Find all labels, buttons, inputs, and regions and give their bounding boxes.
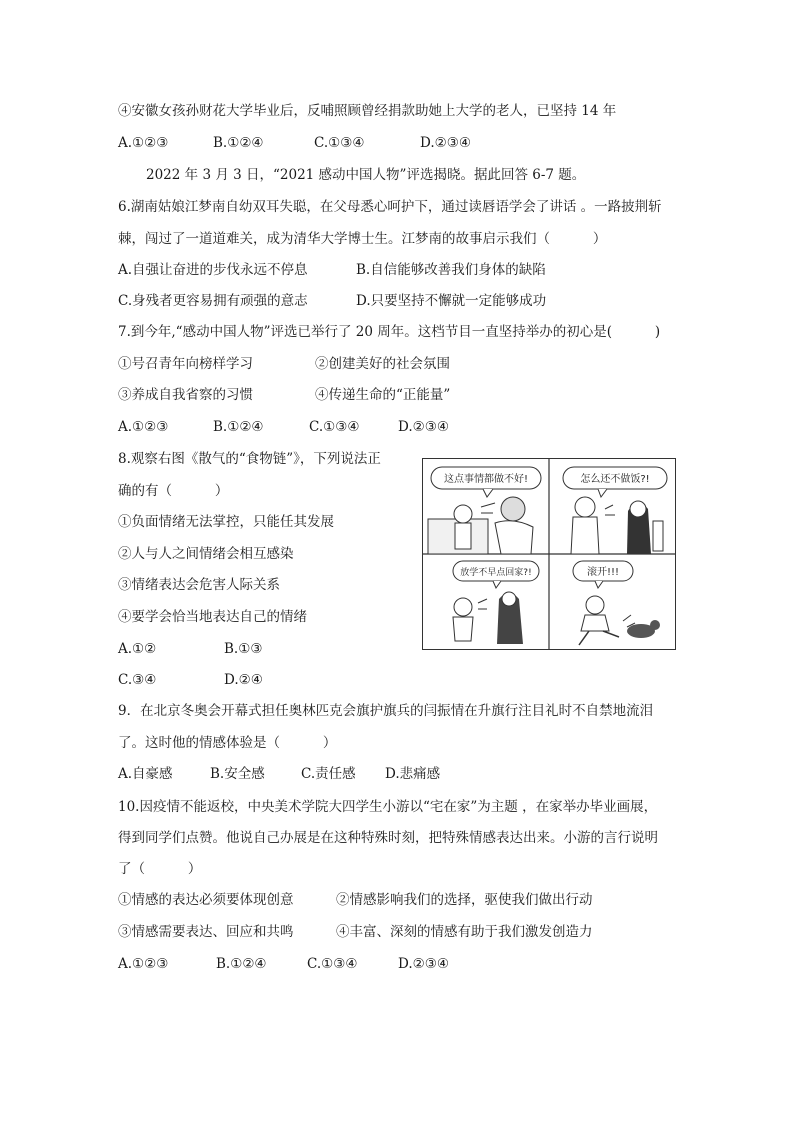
q8-line2: 确的有（ ） bbox=[118, 483, 229, 499]
q7-line1: 7.到今年,“感动中国人物”评选已举行了 20 周年。这档节目一直坚持举办的初心是( ) bbox=[118, 324, 661, 340]
q9-option-d: D.悲痛感 bbox=[385, 766, 441, 782]
q7-item4: ④传递生命的“正能量” bbox=[315, 387, 451, 403]
panel-boss-scolding bbox=[428, 467, 541, 554]
q7-item3: ③养成自我省察的习惯 bbox=[118, 387, 253, 403]
q10-option-a: A.①②③ bbox=[118, 956, 169, 972]
q8-line1: 8.观察右图《散气的“食物链”》，下列说法正 bbox=[118, 451, 381, 467]
q10-line1: 10.因疫情不能返校，中央美术学院大四学生小游以“宅在家”为主题 ，在家举办毕业画展， bbox=[118, 799, 658, 815]
q8-option-c: C.③④ bbox=[118, 672, 157, 688]
q10-item3: ③情感需要表达、回应和共鸣 bbox=[118, 924, 294, 940]
q9-line1: 9．在北京冬奥会开幕式担任奥林匹克会旗护旗兵的闫振情在升旗行注目礼时不自禁地流泪 bbox=[118, 703, 654, 719]
q5-option-c: C.①③④ bbox=[314, 135, 365, 151]
q8-option-a: A.①② bbox=[118, 641, 157, 657]
q10-line3: 了（ ） bbox=[118, 861, 202, 877]
bubble-text-1: 这点事情都做不好! bbox=[443, 474, 529, 485]
food-chain-comic bbox=[422, 458, 676, 650]
q5-option-b: B.①②④ bbox=[213, 135, 264, 151]
q8-item2: ②人与人之间情绪会相互感染 bbox=[118, 546, 294, 562]
q7-option-a: A.①②③ bbox=[118, 419, 169, 435]
panel-husband-shouting bbox=[563, 467, 667, 554]
q10-option-b: B.①②④ bbox=[216, 956, 267, 972]
q8-item4: ④要学会恰当地表达自己的情绪 bbox=[118, 609, 307, 625]
q10-item1: ①情感的表达必须要体现创意 bbox=[118, 892, 294, 908]
q9-option-a: A.自豪感 bbox=[118, 766, 173, 782]
q7-item1: ①号召青年向榜样学习 bbox=[118, 356, 253, 372]
q10-option-d: D.②③④ bbox=[398, 956, 449, 972]
q9-option-c: C.责任感 bbox=[301, 766, 356, 782]
q6-option-a: A.自强让奋进的步伐永远不停息 bbox=[118, 262, 308, 278]
q10-item4: ④丰富、深刻的情感有助于我们激发创造力 bbox=[336, 924, 593, 940]
q7-option-c: C.①③④ bbox=[309, 419, 360, 435]
q6-line2: 棘，闯过了一道道难关，成为清华大学博士生。江梦南的故事启示我们（ ） bbox=[118, 231, 607, 247]
bubble-text-3: 放学不早点回家?! bbox=[460, 568, 532, 578]
section-intro: 2022 年 3 月 3 日，“2021 感动中国人物”评选揭晓。据此回答 6-7 题。 bbox=[146, 167, 586, 183]
bubble-text-4: 滚开!!! bbox=[586, 567, 620, 578]
q8-option-b: B.①③ bbox=[224, 641, 263, 657]
bubble-text-2: 怎么还不做饭?! bbox=[580, 474, 650, 485]
q7-option-b: B.①②④ bbox=[213, 419, 264, 435]
q10-item2: ②情感影响我们的选择，驱使我们做出行动 bbox=[336, 892, 593, 908]
q5-option-d: D.②③④ bbox=[420, 135, 471, 151]
q5-option-a: A.①②③ bbox=[118, 135, 169, 151]
q7-option-d: D.②③④ bbox=[398, 419, 449, 435]
q5-item4: ④安徽女孩孙财花大学毕业后，反哺照顾曾经捐款助她上大学的老人，已坚持 14 年 bbox=[118, 103, 617, 119]
q9-line2: 了。这时他的情感体验是（ ） bbox=[118, 735, 337, 751]
q6-option-c: C.身残者更容易拥有顽强的意志 bbox=[118, 293, 308, 309]
q10-line2: 得到同学们点赞。他说自己办展是在这种特殊时刻，把特殊情感表达出来。小游的言行说明 bbox=[118, 830, 658, 846]
q8-item3: ③情绪表达会危害人际关系 bbox=[118, 577, 280, 593]
q6-option-d: D.只要坚持不懈就一定能够成功 bbox=[356, 293, 547, 309]
panel-child-kicking bbox=[573, 561, 660, 645]
q6-line1: 6.湖南姑娘江梦南自幼双耳失聪，在父母悉心呵护下，通过读唇语学会了讲话 。一路披荆斩 bbox=[118, 199, 662, 215]
q9-option-b: B.安全感 bbox=[210, 766, 265, 782]
q6-option-b: B.自信能够改善我们身体的缺陷 bbox=[356, 262, 546, 278]
q8-item1: ①负面情绪无法掌控，只能任其发展 bbox=[118, 514, 334, 530]
panel-mother-scolding bbox=[453, 561, 539, 644]
q8-option-d: D.②④ bbox=[224, 672, 263, 688]
q10-option-c: C.①③④ bbox=[307, 956, 358, 972]
q7-item2: ②创建美好的社会氛围 bbox=[315, 356, 450, 372]
